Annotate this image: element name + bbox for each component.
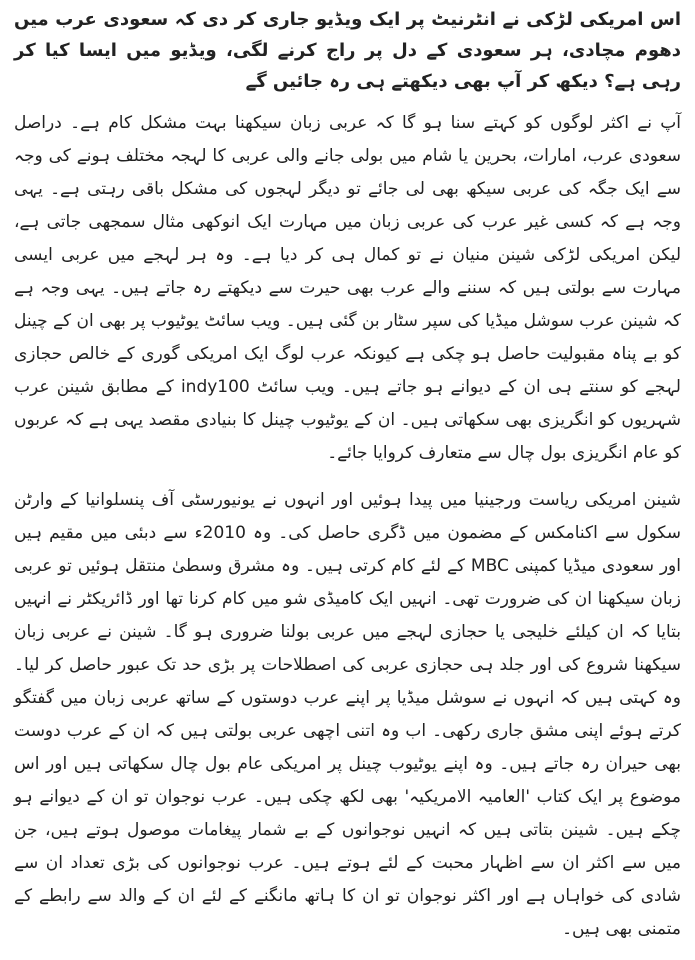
article-paragraph-1: آپ نے اکثر لوگوں کو کہتے سنا ہو گا کہ عربی زبان سیکھنا بہت مشکل کام ہے۔ دراصل سعودی عرب، امارات، بحرین یا شام میں بولی جانے والی عربی کا لہجہ مختلف ہونے کی وجہ سے ایک جگہ کی عربی سیکھ بھی لی جائے تو دیگر لہجوں کی مشکل باقی رہتی ہے۔ یہی وجہ ہے کہ کسی غیر عرب کی عربی زبان میں مہارت ایک انوکھی مثال سمجھی جاتی ہے، لیکن امریکی لڑکی شینن منیان نے تو کمال ہی کر دیا ہے۔ وہ ہر لہجے میں عربی ایسی مہارت سے بولتی ہیں کہ سننے والے عرب بھی حیرت سے دیکھتے رہ جاتے ہیں۔ یہی وجہ ہے کہ شینن عرب سوشل میڈیا کی سپر سٹار بن گئی ہیں۔ ویب سائٹ یوٹیوب پر بھی ان کے چینل کو بے پناہ مقبولیت حاصل ہو چکی ہے کیونکہ عرب لوگ ایک امریکی گوری کے خالص حجازی لہجے کو سنتے ہی ان کے دیوانے ہو جاتے ہیں۔ ویب سائٹ indy100 کے مطابق شینن عرب شہریوں کو انگریزی بھی سکھاتی ہیں۔ ان کے یوٹیوب چینل کا بنیادی مقصد یہی ہے کہ عربوں کو عام انگریزی بول چال سے متعارف کروایا جائے۔ — [14, 113, 681, 463]
article-paragraph-2: شینن امریکی ریاست ورجینیا میں پیدا ہوئیں اور انہوں نے یونیورسٹی آف پنسلوانیا کے وارٹن سکول سے اکنامکس کے مضمون میں ڈگری حاصل کی۔ وہ 2010ء سے دبئی میں مقیم ہیں اور سعودی میڈیا کمپنی MBC کے لئے کام کرتی ہیں۔ وہ مشرق وسطیٰ منتقل ہوئیں تو عربی زبان سیکھنا ان کی ضرورت تھی۔ انہیں ایک کامیڈی شو میں کام کرنا تھا اور ڈائریکٹر نے انہیں بتایا کہ ان کیلئے خلیجی یا حجازی لہجے میں عربی بولنا ضروری ہو گا۔ شینن نے عربی زبان سیکھنا شروع کی اور جلد ہی حجازی عربی کی اصطلاحات پر بڑی حد تک عبور حاصل کر لیا۔ وہ کہتی ہیں کہ انہوں نے سوشل میڈیا پر اپنے عرب دوستوں کے ساتھ عربی زبان میں گفتگو کرتے ہوئے اپنی مشق جاری رکھی۔ اب وہ اتنی اچھی عربی بولتی ہیں کہ ان کے عرب دوست بھی حیران رہ جاتے ہیں۔ وہ اپنے یوٹیوب چینل پر امریکی عام بول چال سکھاتی ہیں اور اس موضوع پر ایک کتاب 'العامیہ الامریکیہ' بھی لکھ چکی ہیں۔ عرب نوجوان تو ان کے دیوانے ہو چکے ہیں۔ شینن بتاتی ہیں کہ انہیں نوجوانوں کے بے شمار پیغامات موصول ہوتے ہیں، جن میں سے اکثر ان سے اظہار محبت کے لئے ہوتے ہیں۔ عرب نوجوانوں کی بڑی تعداد ان سے شادی کی خواہاں ہے اور اکثر نوجوان تو ان کا ہاتھ مانگنے کے لئے ان کے والد سے رابطے کے متمنی بھی ہیں۔ — [14, 490, 681, 939]
article — [14, 4, 681, 960]
article-headline: اس امریکی لڑکی نے انٹرنیٹ پر ایک ویڈیو جاری کر دی کہ سعودی عرب میں دھوم مچادی، ہر سعودی کے دل پر راج کرنے لگی، ویڈیو میں ایسا کیا کر رہی ہے؟ دیکھ کر آپ بھی دیکھتے ہی رہ جائیں گے — [14, 9, 681, 92]
